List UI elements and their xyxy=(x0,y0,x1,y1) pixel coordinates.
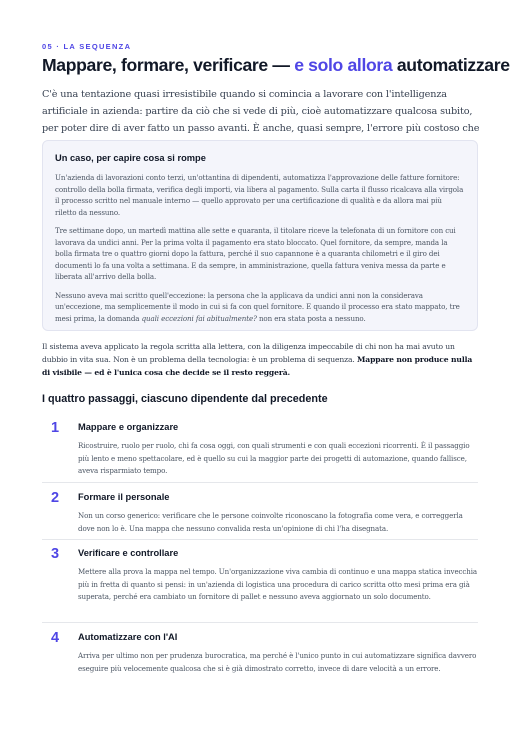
case-paragraph-1: Un'azienda di lavorazioni conto terzi, un'ottantina di dipendenti, automatizza l'approvazione delle fatture fornitore: controllo della bolla firmata, verifica degli importi, via libera al pagamento. Sulla carta il flusso ricalcava alla virgola il processo scritto nel manuale interno — quello approvato per una certificazione di qualità e da allora mai più riletto da nessuno. xyxy=(55,173,464,217)
step-divider xyxy=(42,482,478,483)
steps-heading: I quattro passaggi, ciascuno dipendente dal precedente xyxy=(42,393,328,405)
step-number: 3 xyxy=(51,546,60,562)
step-divider xyxy=(42,622,478,623)
case-paragraph-3 xyxy=(55,290,465,325)
step-title: Formare il personale xyxy=(78,492,170,502)
step-divider xyxy=(42,539,478,540)
step-title: Mappare e organizzare xyxy=(78,422,179,432)
case-heading: Un caso, per capire cosa si rompe xyxy=(55,153,206,163)
intro-paragraph: C'è una tentazione quasi irresistibile quando si comincia a lavorare con l'intelligenza artificiale in azienda: partire da ciò che si vede di più, cioè automatizzare qualcosa subito, per poter dire di aver fatto un passo avanti. È anche, quasi sempre, l'errore più costoso che xyxy=(42,89,480,134)
step-number: 2 xyxy=(51,490,60,506)
summary-paragraph xyxy=(42,340,482,379)
step-body: Mettere alla prova la mappa nel tempo. Un'organizzazione viva cambia di continuo e una mappa statica invecchia più in fretta di quanto si pensi: in un'azienda di logistica una procedura di carico scritta otto mesi prima era già superata, perché era cambiato un fornitore di pallet e nessuno aveva aggiornato un solo documento. xyxy=(78,567,478,602)
step-number: 1 xyxy=(51,420,60,436)
title-part-1: Mappare, formare, verificare — xyxy=(42,55,295,75)
title-highlight: e solo allora xyxy=(294,55,393,75)
page-title xyxy=(42,55,510,76)
step-title: Automatizzare con l'AI xyxy=(78,632,178,642)
case-paragraph-3-before: Nessuno aveva mai scritto quell'eccezione: la persona che la applicava da undici anni non la considerava un'eccezione, ma semplicemente il modo in cui si fa con quel fornitore. E quando il processo era stato mappato, tre mesi prima, la domanda xyxy=(55,290,460,323)
summary-text: Il sistema aveva applicato la regola scritta alla lettera, con la diligenza impeccabile di chi non ha mai avuto un dubbio in vita sua. Non è un problema della tecnologia: è un problema di sequenza. xyxy=(42,342,455,364)
summary-emphasis: Mappare non produce nulla di visibile — ed è l'unica cosa che decide se il resto reggerà. xyxy=(42,355,473,377)
case-question: quali eccezioni fai abitualmente? xyxy=(141,313,257,323)
title-part-2: automatizzare xyxy=(392,55,510,75)
step-body: Ricostruire, ruolo per ruolo, chi fa cosa oggi, con quali strumenti e con quali eccezioni ricorrenti. È il passaggio più lento e meno spettacolare, ed è quello su cui la maggior parte dei progetti di automazione, quando fallisce, aveva risparmiato tempo. xyxy=(78,441,470,476)
case-box xyxy=(42,140,478,331)
step-title: Verificare e controllare xyxy=(78,548,179,558)
step-body: Arriva per ultimo non per prudenza burocratica, ma perché è l'unico punto in cui automatizzare significa davvero eseguire più velocemente qualcosa che si è già dimostrato corretto, invece di dare velocità a un errore. xyxy=(78,651,477,673)
case-paragraph-3-after: non era stata posta a nessuno. xyxy=(256,313,366,323)
section-kicker: 05 · LA SEQUENZA xyxy=(42,42,132,51)
case-paragraph-2: Tre settimane dopo, un martedì mattina alle sette e quaranta, il titolare riceve la telefonata di un fornitore con cui lavorava da undici anni. Per la prima volta il pagamento era stato bloccato. Quel fornitore, da sempre, manda la bolla firmata tre o quattro giorni dopo la fattura, perché il suo capannone è a quaranta chilometri e il giro dei documenti lo fa una volta a settimana. E da sempre, in amministrazione, quella fattura veniva messa da parte e liberata all'arrivo della bolla. xyxy=(55,226,456,281)
step-body: Non un corso generico: verificare che le persone coinvolte riconoscano la fotografia come vera, e correggerla dove non lo è. Una mappa che nessuno convalida resta un'opinione di chi l'ha disegnata. xyxy=(78,511,463,533)
step-number: 4 xyxy=(51,630,60,646)
